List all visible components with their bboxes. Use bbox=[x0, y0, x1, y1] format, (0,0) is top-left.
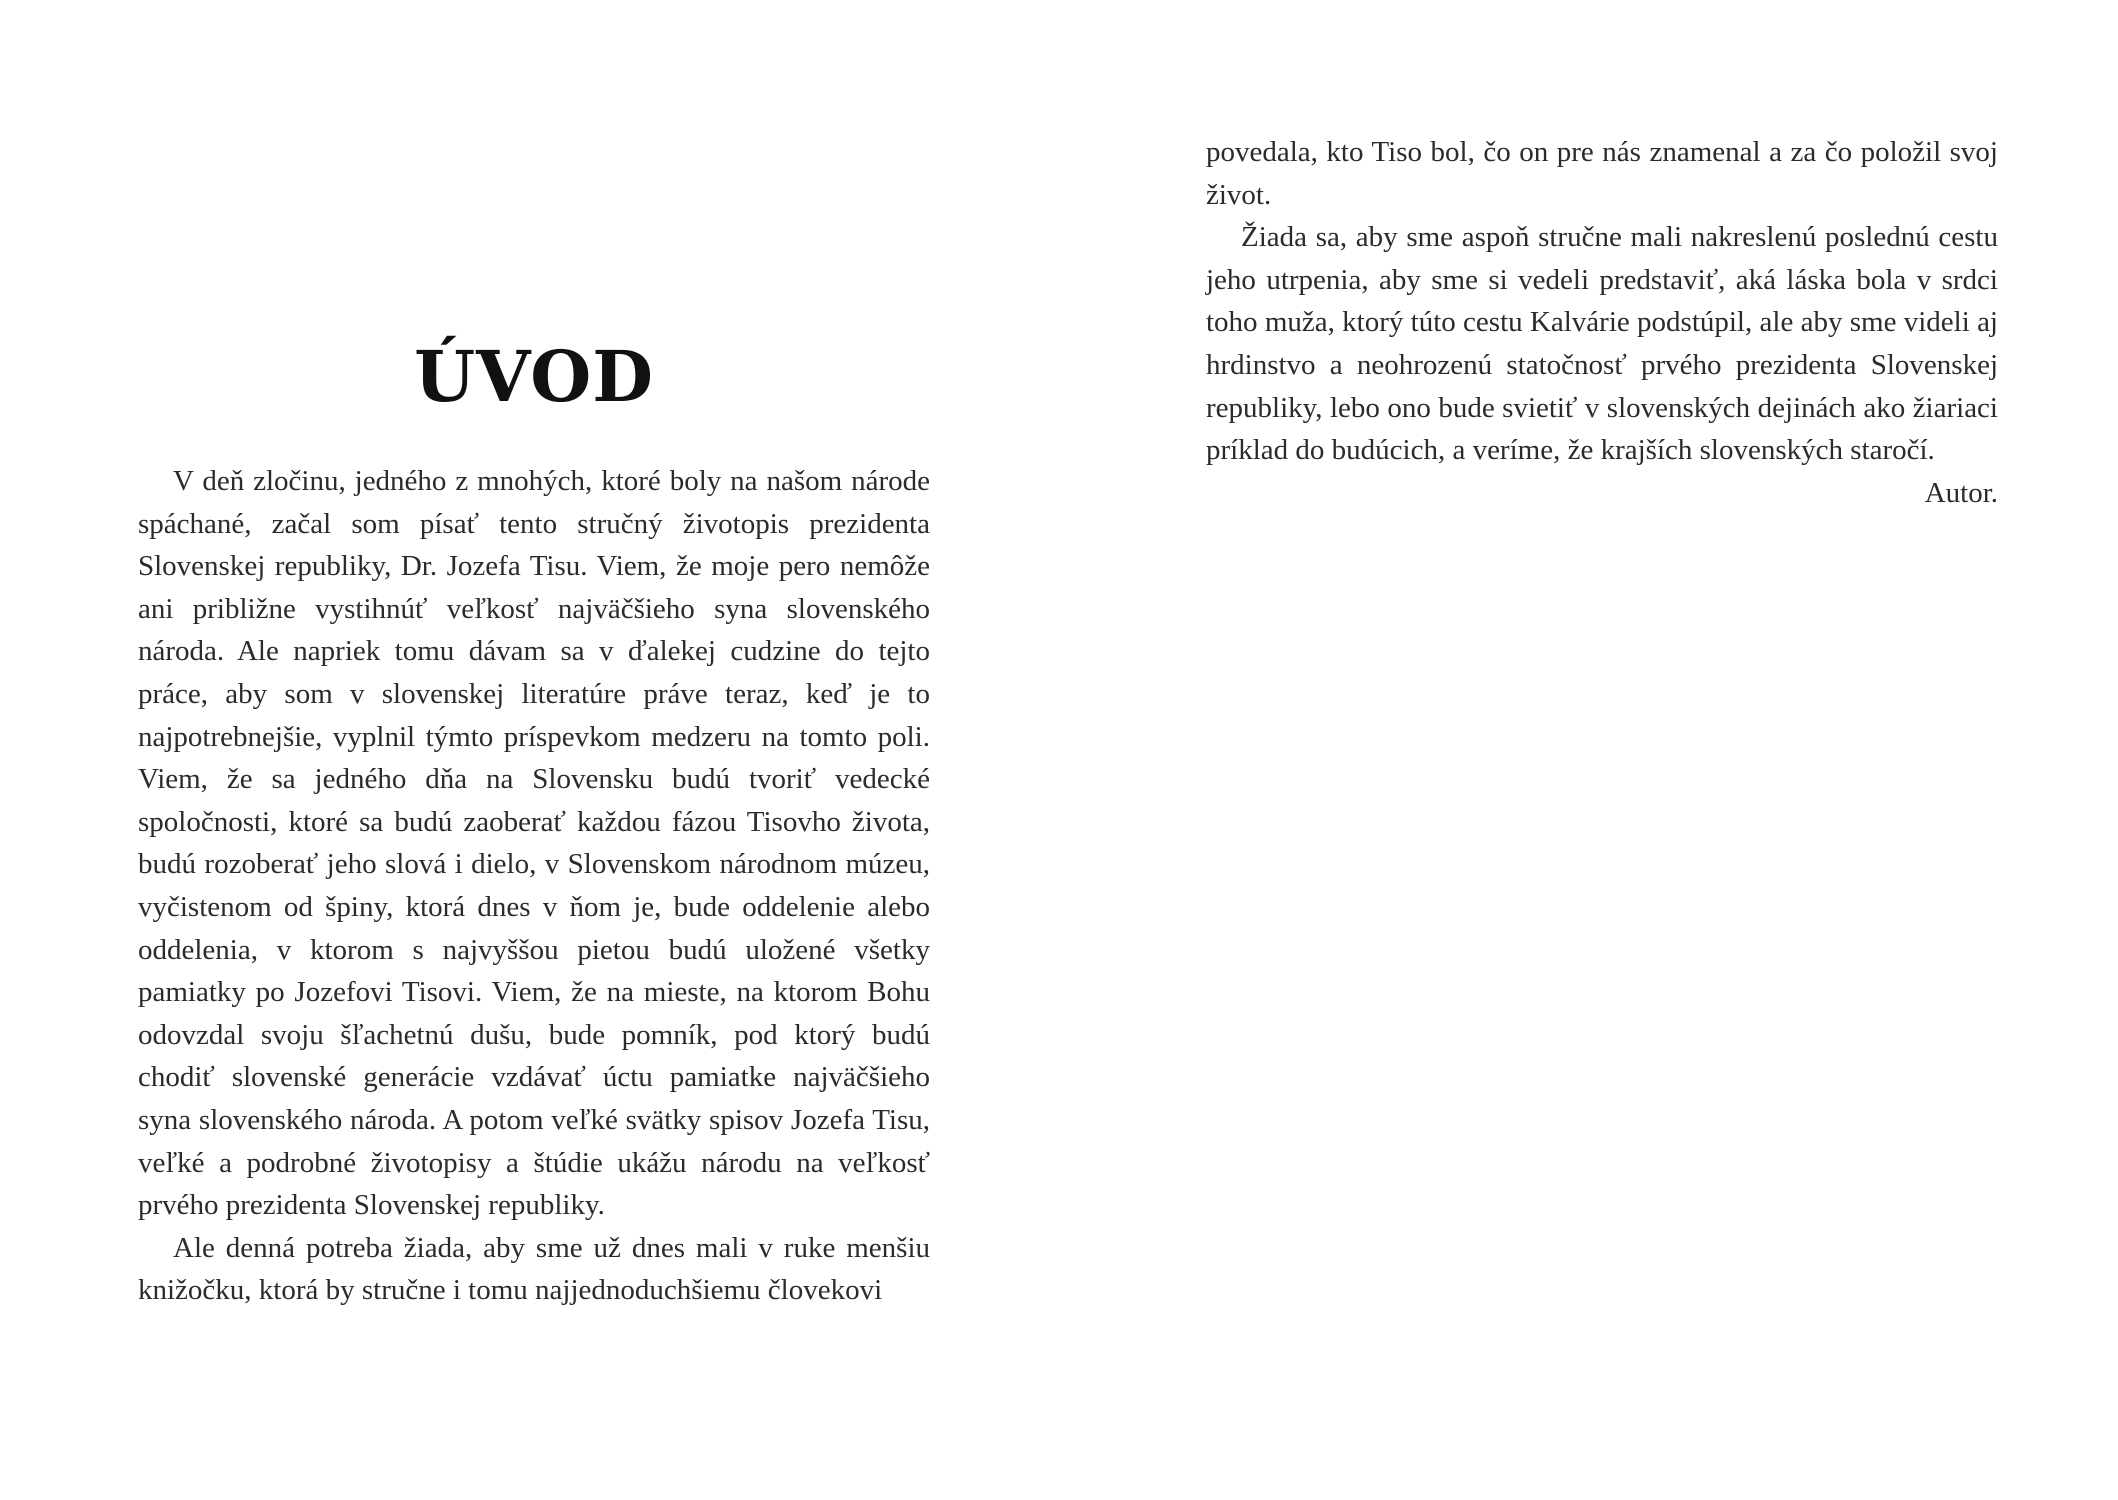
chapter-title: ÚVOD bbox=[414, 335, 654, 418]
right-text-column bbox=[1206, 131, 1998, 514]
paragraph-continuation: povedala, kto Tiso bol, čo on pre nás znamenal a za čo položil svoj život. bbox=[1206, 136, 1998, 211]
paragraph-2: Ale denná potreba žiada, aby sme už dnes mali v ruke menšiu knižočku, ktorá by stručne i tomu najjednoduchšiemu človekovi bbox=[138, 1231, 930, 1307]
right-page bbox=[1059, 0, 2118, 1500]
author-signature: Autor. bbox=[1924, 476, 1998, 509]
left-text-column bbox=[138, 460, 930, 1312]
paragraph-1: V deň zločinu, jedného z mnohých, ktoré boly na našom národe spáchané, začal som písať tento stručný životopis prezidenta Slovenskej republiky, Dr. Jozefa Tisu. Viem, že moje pero nemôže ani približne vystihnúť veľkosť najväčšieho syna slovenského národa. Ale napriek tomu dávam sa v ďalekej cudzine do tejto práce, aby som v slovenskej literatúre práve teraz, keď je to najpotrebnejšie, vyplnil týmto príspevkom medzeru na tomto poli. Viem, že sa jedného dňa na Slovensku budú tvoriť vedecké spoločnosti, ktoré sa budú zaoberať každou fázou Tisovho života, budú rozoberať jeho slová i dielo, v Slovenskom národnom múzeu, vyčistenom od špiny, ktorá dnes v ňom je, bude oddelenie alebo oddelenia, v ktorom s najvyššou pietou budú uložené všetky pamiatky po Jozefovi Tisovi. Viem, že na mieste, na ktorom Bohu odovzdal svoju šľachetnú dušu, bude pomník, pod ktorý budú chodiť slovenské generácie vzdávať úctu pamiatke najväčšieho syna slovenského národa. A potom veľké svätky spisov Jozefa Tisu, veľké a podrobné životopisy a štúdie ukážu národu na veľkosť prvého prezidenta Slovenskej republiky. bbox=[138, 465, 930, 1222]
paragraph-3: Žiada sa, aby sme aspoň stručne mali nakreslenú poslednú cestu jeho utrpenia, aby sme si vedeli predstaviť, aká láska bola v srdci toho muža, ktorý túto cestu Kalvárie podstúpil, ale aby sme videli aj hrdinstvo a neohrozenú statočnosť prvého prezidenta Slovenskej republiky, lebo ono bude svietiť v slovenských dejinách ako žiariaci príklad do budúcich, a veríme, že krajších slovenských staročí. bbox=[1206, 221, 1998, 467]
